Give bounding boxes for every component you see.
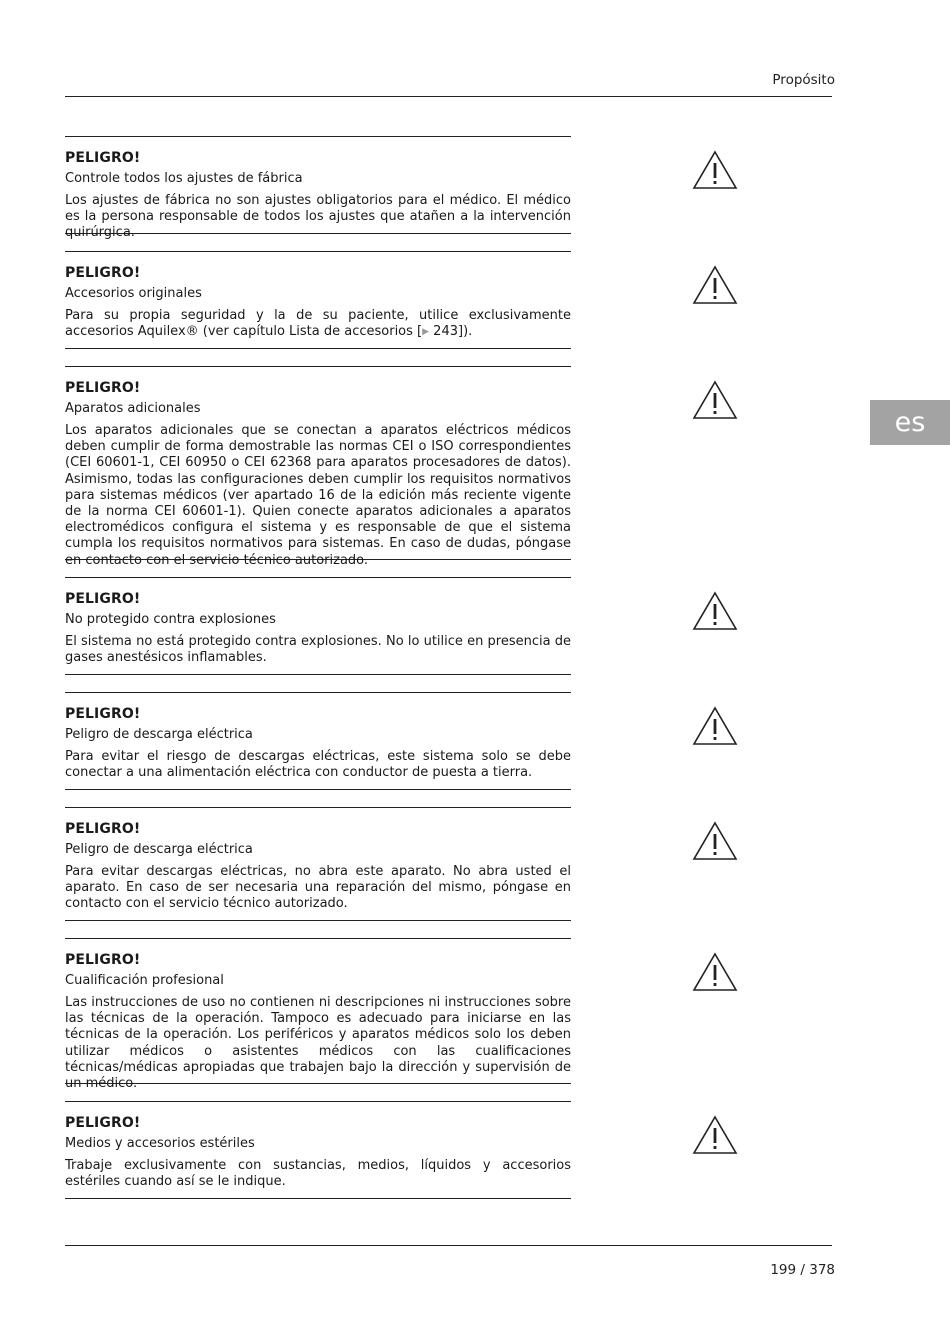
warning-subtitle: No protegido contra explosiones [65, 612, 276, 627]
warning-title: PELIGRO! [65, 706, 141, 722]
warning-body: Los aparatos adicionales que se conectan a aparatos eléctricos médicos deben cumplir de forma demostrable las normas CEI o ISO correspondientes (CEI 60601-1, CEI 60950 o CEI 62368 para aparatos procesadores de datos). Asimismo, todas las configuraciones deben cumplir los requisitos normativos para sistemas médicos (ver apartado 16 de la edición más reciente vigente de la norma CEI 60601-1). Quien conecte aparatos adicionales a aparatos electromédicos configura el sistema y es responsable de que el sistema cumpla los requisitos normativos para sistemas. En caso de dudas, póngase en contacto con el servicio técnico autorizado. [65, 423, 571, 568]
page-number: 199 / 378 [770, 1262, 835, 1278]
warning-block [65, 366, 571, 568]
warning-body-text-end: ]). [458, 324, 473, 340]
warning-triangle-icon [692, 265, 738, 305]
warning-title: PELIGRO! [65, 380, 141, 396]
warning-subtitle: Peligro de descarga eléctrica [65, 727, 253, 742]
warning-title: PELIGRO! [65, 150, 141, 166]
language-tab[interactable]: es [870, 400, 950, 445]
warning-body: Para evitar descargas eléctricas, no abra este aparato. No abra usted el aparato. En caso de ser necesaria una reparación del mismo, póngase en contacto con el servicio técnico autorizado. [65, 864, 571, 912]
page-reference-arrow-icon: ▶ [422, 327, 430, 338]
warning-body: Los ajustes de fábrica no son ajustes obligatorios para el médico. El médico es la persona responsable de todos los ajustes que atañen a la intervención quirúrgica. [65, 193, 571, 241]
warning-block [65, 1101, 571, 1199]
warning-block [65, 136, 571, 241]
warning-body [65, 308, 571, 340]
warning-body-text: Para su propia seguridad y la de su paciente, utilice exclusivamente accesorios Aquilex® (ver capítulo Lista de accesorios [ [65, 308, 571, 340]
warning-body: El sistema no está protegido contra explosiones. No lo utilice en presencia de gases anestésicos inflamables. [65, 634, 571, 666]
warning-subtitle: Controle todos los ajustes de fábrica [65, 171, 303, 186]
warning-triangle-icon [692, 150, 738, 190]
page-section-title: Propósito [772, 72, 835, 88]
warning-block [65, 807, 571, 921]
warning-block [65, 938, 571, 1092]
warning-triangle-icon [692, 706, 738, 746]
warning-block [65, 251, 571, 349]
warning-subtitle: Peligro de descarga eléctrica [65, 842, 253, 857]
warning-triangle-icon [692, 952, 738, 992]
warning-title: PELIGRO! [65, 952, 141, 968]
warning-title: PELIGRO! [65, 821, 141, 837]
page-reference-link[interactable]: 243 [433, 324, 458, 340]
warning-subtitle: Medios y accesorios estériles [65, 1136, 255, 1151]
warning-triangle-icon [692, 821, 738, 861]
footer-divider [65, 1245, 832, 1246]
warning-triangle-icon [692, 380, 738, 420]
warning-triangle-icon [692, 591, 738, 631]
warning-body: Las instrucciones de uso no contienen ni descripciones ni instrucciones sobre las técnicas de la operación. Tampoco es adecuado para iniciarse en las técnicas de la operación. Los periféricos y aparatos médicos solo los deben utilizar médicos o asistentes médicos con las cualificaciones técnicas/médicas apropiadas que trabajen bajo la dirección y supervisión de un médico. [65, 995, 571, 1092]
warning-subtitle: Aparatos adicionales [65, 401, 201, 416]
warning-body: Para evitar el riesgo de descargas eléctricas, este sistema solo se debe conectar a una alimentación eléctrica con conductor de puesta a tierra. [65, 749, 571, 781]
header-divider [65, 96, 832, 97]
warning-title: PELIGRO! [65, 265, 141, 281]
warning-triangle-icon [692, 1115, 738, 1155]
warning-block [65, 577, 571, 675]
warning-title: PELIGRO! [65, 591, 141, 607]
warning-title: PELIGRO! [65, 1115, 141, 1131]
warning-subtitle: Cualificación profesional [65, 973, 224, 988]
warning-block [65, 692, 571, 790]
warning-body: Trabaje exclusivamente con sustancias, medios, líquidos y accesorios estériles cuando así se le indique. [65, 1158, 571, 1190]
warning-subtitle: Accesorios originales [65, 286, 202, 301]
